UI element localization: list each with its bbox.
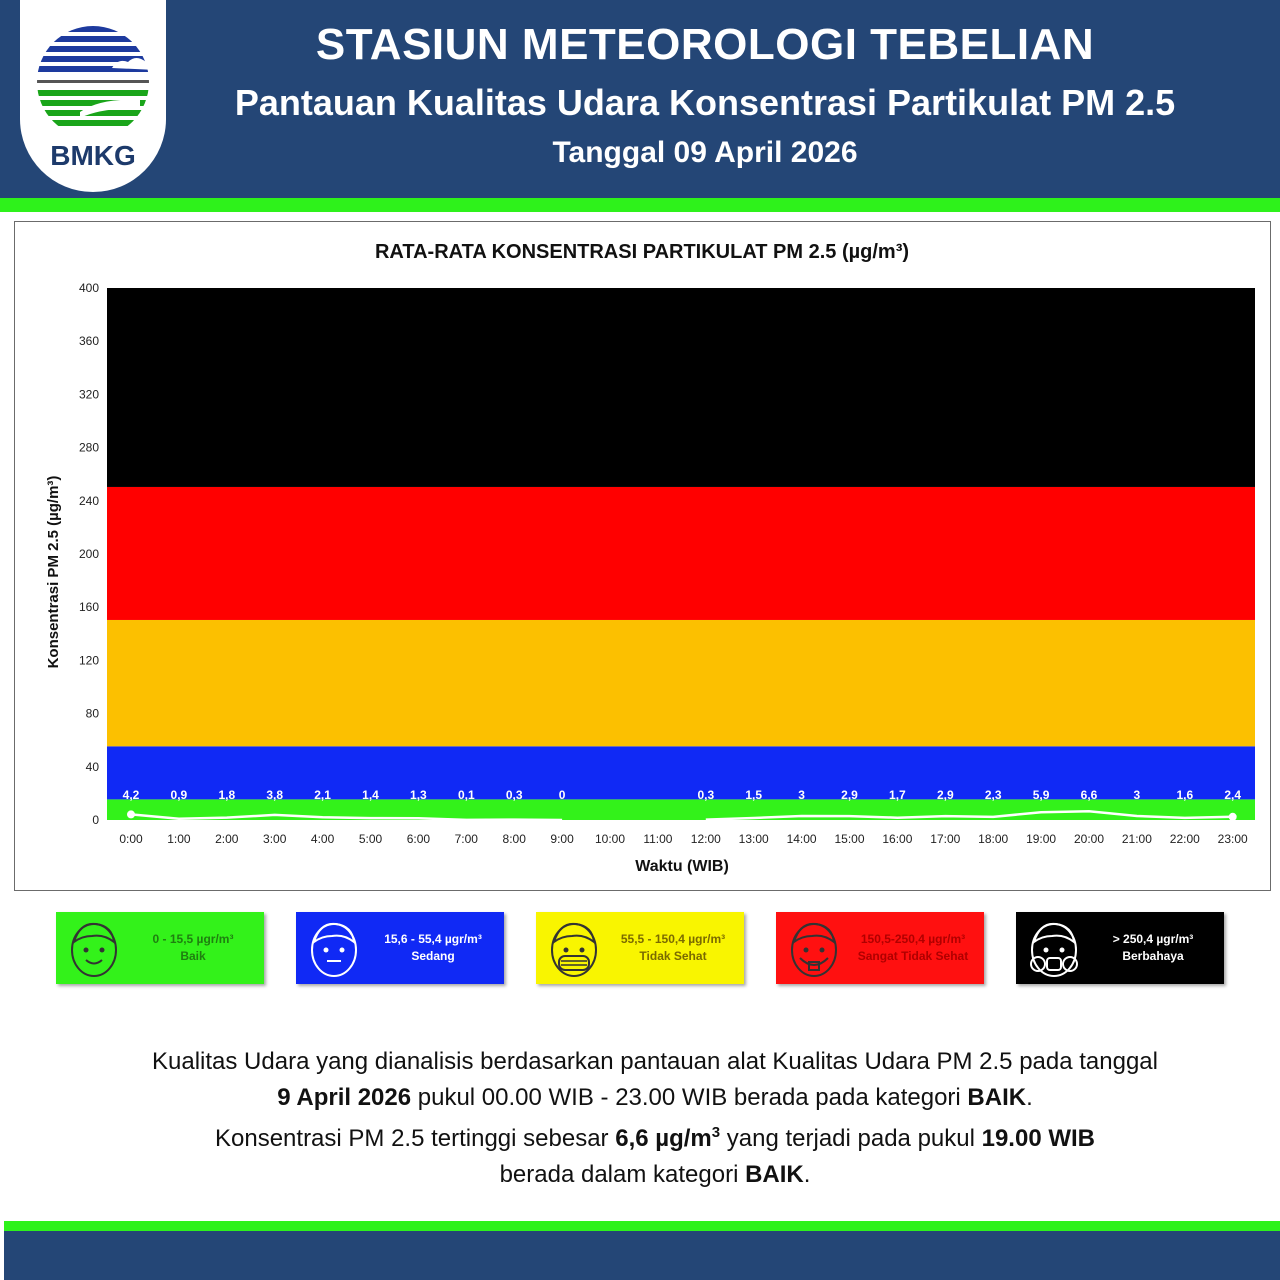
- x-tick-label: 3:00: [263, 832, 287, 846]
- chart-title: RATA-RATA KONSENTRASI PARTIKULAT PM 2.5 (µg/m³): [374, 241, 910, 263]
- y-tick-label: 400: [78, 281, 99, 295]
- chart-frame: [14, 221, 1271, 891]
- logo-text: BMKG: [50, 140, 136, 171]
- legend-category: Berbahaya: [1122, 949, 1184, 963]
- legend-range: > 250,4 µgr/m³: [1112, 932, 1194, 946]
- data-label: 5,9: [1032, 788, 1050, 802]
- y-tick-label: 120: [78, 653, 99, 668]
- x-tick-label: 0:00: [119, 832, 143, 846]
- x-tick-label: 11:00: [643, 832, 673, 846]
- summary-line-2: 9 April 2026 pukul 00.00 WIB - 23.00 WIB berada pada kategori BAIK.: [277, 1083, 1033, 1111]
- data-label: 1,3: [410, 788, 427, 802]
- legend-range: 55,5 - 150,4 µgr/m³: [620, 932, 726, 946]
- y-axis-label: Konsentrasi PM 2.5 (µg/m³): [45, 475, 62, 669]
- x-tick-label: 16:00: [882, 832, 913, 846]
- data-label: 2,1: [314, 788, 331, 802]
- summary-category: BAIK: [967, 1083, 1027, 1111]
- data-label: 1,7: [889, 788, 906, 802]
- x-tick-label: 2:00: [215, 832, 239, 846]
- summary-line-1: Kualitas Udara yang dianalisis berdasarkan pantauan alat Kualitas Udara PM 2.5 pada tanggal: [152, 1048, 1158, 1075]
- data-label: 3,8: [266, 788, 284, 802]
- legend-category: Sangat Tidak Sehat: [857, 949, 969, 963]
- band-3: [107, 487, 1255, 620]
- y-tick-label: 40: [85, 759, 99, 774]
- respirator-face-icon: [782, 916, 846, 980]
- y-tick-label: 160: [78, 600, 99, 615]
- data-label: 1,6: [1176, 788, 1194, 802]
- summary-max-value: 6,6 $\mu g/m^3$: [615, 1124, 721, 1152]
- summary-text: [80, 1044, 1230, 1192]
- x-tick-label: 21:00: [1121, 832, 1152, 846]
- x-tick-label: 17:00: [930, 832, 961, 846]
- summary-max-time: 19.00 WIB: [981, 1125, 1095, 1152]
- x-axis-label: Waktu (WIB): [635, 858, 729, 875]
- band-2: [107, 620, 1255, 746]
- legend-category: Sedang: [411, 949, 455, 963]
- band-0: [107, 799, 1255, 820]
- data-label: 0,9: [170, 788, 188, 802]
- data-label: 2,9: [841, 788, 858, 802]
- legend-card-4: [776, 912, 984, 984]
- data-label: 6,6: [1080, 788, 1098, 802]
- x-tick-label: 1:00: [167, 832, 191, 846]
- x-tick-label: 14:00: [786, 832, 817, 846]
- bottom-accent-bar: [4, 1221, 1280, 1231]
- data-label: 3: [1133, 788, 1141, 802]
- x-tick-label: 13:00: [738, 832, 769, 846]
- data-label: 0,1: [457, 788, 475, 802]
- header-banner: [0, 0, 1280, 198]
- x-tick-label: 12:00: [690, 832, 721, 846]
- data-label: 2,9: [936, 788, 954, 802]
- legend-card-1: [56, 912, 264, 984]
- legend-category: Tidak Sehat: [639, 949, 707, 963]
- data-label: 1,4: [362, 788, 379, 802]
- y-tick-label: 360: [78, 334, 99, 349]
- bmkg-emblem-icon: [20, 0, 166, 140]
- y-tick-label: 80: [85, 706, 99, 721]
- legend-range: 150,5-250,4 µgr/m³: [860, 932, 966, 946]
- y-tick-label: 320: [78, 387, 99, 402]
- footer-banner: [4, 1231, 1280, 1280]
- y-tick-label: 280: [78, 440, 99, 455]
- data-label: 0,3: [505, 788, 523, 802]
- x-tick-label: 18:00: [978, 832, 1009, 846]
- x-tick-label: 8:00: [502, 832, 526, 846]
- y-tick-label: 0: [92, 813, 99, 827]
- legend-card-3: [536, 912, 744, 984]
- x-tick-label: 10:00: [594, 832, 626, 846]
- summary-line-4: berada dalam kategori BAIK.: [499, 1160, 811, 1188]
- band-4: [107, 288, 1255, 487]
- data-label: 0,3: [697, 788, 715, 802]
- x-tick-labels: [119, 832, 1248, 846]
- x-tick-label: 23:00: [1217, 832, 1248, 846]
- data-label: 4,2: [122, 788, 140, 802]
- legend-range: 0 - 15,5 µgr/m³: [152, 932, 234, 946]
- x-tick-label: 7:00: [454, 832, 478, 846]
- page-subtitle: Pantauan Kualitas Udara Konsentrasi Partikulat PM 2.5: [234, 82, 1176, 123]
- x-tick-label: 19:00: [1026, 832, 1057, 846]
- summary-line-3: Konsentrasi PM 2.5 tertinggi sebesar 6,6 $\mu g/m^3$ yang terjadi pada pukul 19.00 WIB: [215, 1124, 1095, 1152]
- summary-category-2: BAIK: [745, 1160, 804, 1188]
- page-date: Tanggal 09 April 2026: [552, 136, 858, 169]
- top-accent-bar: [0, 198, 1280, 212]
- mask-face-icon: [542, 916, 606, 980]
- category-bands: [107, 288, 1255, 820]
- bmkg-logo: [20, 0, 166, 192]
- data-point: [127, 810, 135, 818]
- smile-face-icon: [62, 916, 126, 980]
- data-label: 2,4: [1224, 788, 1242, 802]
- y-tick-label: 240: [78, 493, 99, 508]
- legend-card-2: [296, 912, 504, 984]
- data-label: 0: [558, 788, 566, 802]
- data-label: 2,3: [984, 788, 1002, 802]
- summary-date: 9 April 2026: [277, 1083, 412, 1111]
- data-label: 3: [798, 788, 805, 802]
- x-tick-label: 20:00: [1073, 832, 1105, 846]
- neutral-face-icon: [302, 916, 366, 980]
- x-tick-label: 9:00: [550, 832, 574, 846]
- legend-range: 15,6 - 55,4 µgr/m³: [384, 932, 482, 946]
- data-label: 1,8: [218, 788, 236, 802]
- legend-category: Baik: [180, 949, 206, 963]
- page-title: STASIUN METEOROLOGI TEBELIAN: [315, 20, 1095, 69]
- legend-card-5: [1016, 912, 1224, 984]
- gasmask-face-icon: [1022, 916, 1086, 980]
- x-tick-label: 6:00: [406, 832, 431, 846]
- x-tick-label: 15:00: [834, 832, 865, 846]
- y-tick-labels: [79, 281, 99, 827]
- x-tick-label: 4:00: [310, 832, 335, 846]
- data-point: [1229, 813, 1237, 821]
- pm25-chart: [15, 222, 1270, 890]
- data-label: 1,5: [745, 788, 763, 802]
- x-tick-label: 22:00: [1169, 832, 1200, 846]
- y-tick-label: 200: [78, 547, 99, 561]
- x-tick-label: 5:00: [358, 832, 383, 846]
